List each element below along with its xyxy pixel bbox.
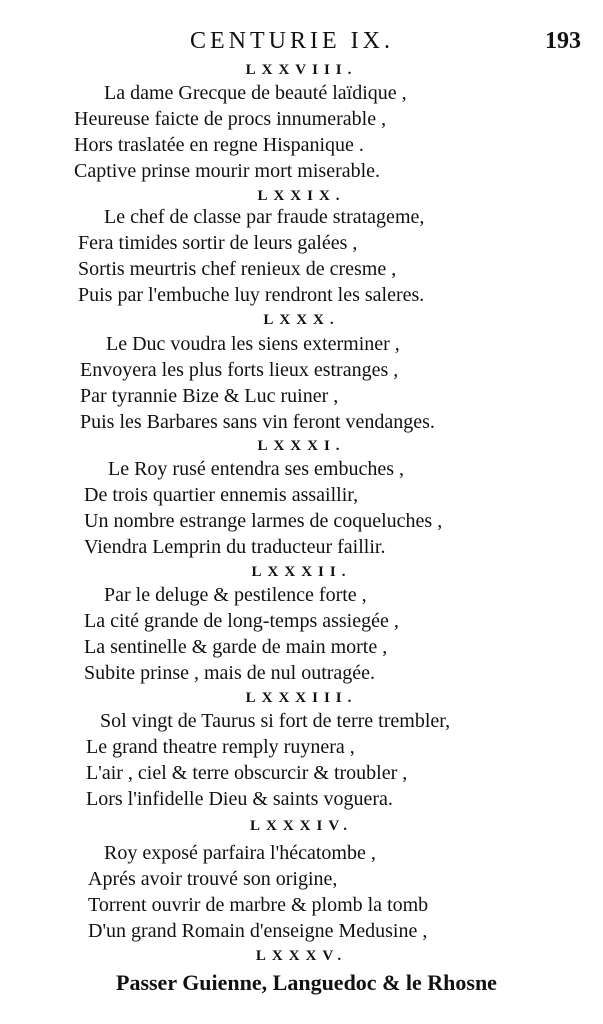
quatrain-numeral: LXXXIV.	[250, 818, 353, 834]
running-head: CENTURIE IX.	[190, 28, 394, 54]
verse-line: De trois quartier ennemis assaillir,	[84, 484, 359, 506]
verse-line: La sentinelle & garde de main morte ,	[84, 636, 388, 658]
verse-line: Heureuse faicte de procs innumerable ,	[74, 108, 387, 130]
quatrain-numeral: LXXX.	[263, 312, 340, 328]
verse-line: Par le deluge & pestilence forte ,	[104, 584, 367, 606]
verse-line: Subite prinse , mais de nul outragée.	[84, 662, 376, 684]
quatrain-numeral: LXXXII.	[251, 564, 352, 580]
quatrain-numeral: LXXXIII.	[245, 690, 358, 706]
verse-line: Viendra Lemprin du traducteur faillir.	[84, 536, 386, 558]
verse-line: Hors traslatée en regne Hispanique .	[74, 134, 364, 156]
verse-line: D'un grand Romain d'enseigne Medusine ,	[88, 920, 428, 942]
verse-line: Un nombre estrange larmes de coqueluches ,	[84, 510, 443, 532]
verse-line: Puis les Barbares sans vin feront vendanges.	[80, 411, 435, 433]
verse-line: Le Roy rusé entendra ses embuches ,	[108, 458, 405, 480]
quatrain-numeral: LXXXI.	[257, 438, 346, 454]
verse-line: L'air , ciel & terre obscurcir & troubler ,	[86, 762, 408, 784]
verse-line: Roy exposé parfaira l'hécatombe ,	[104, 842, 376, 864]
verse-line: Aprés avoir trouvé son origine,	[88, 868, 338, 890]
verse-line: Envoyera les plus forts lieux estranges ,	[80, 359, 399, 381]
verse-line: Par tyrannie Bize & Luc ruiner ,	[80, 385, 339, 407]
quatrain-numeral: LXXVIII.	[245, 62, 358, 78]
verse-line: Torrent ouvrir de marbre & plomb la tomb	[88, 894, 429, 916]
verse-line: Passer Guienne, Languedoc & le Rhosne	[116, 970, 497, 995]
quatrain-numeral: LXXIX.	[257, 188, 346, 204]
page-number: 193	[545, 28, 581, 54]
verse-line: Le Duc voudra les siens exterminer ,	[106, 333, 400, 355]
verse-line: La dame Grecque de beauté laïdique ,	[104, 82, 407, 104]
verse-line: La cité grande de long-temps assiegée ,	[84, 610, 399, 632]
verse-line: Le grand theatre remply ruynera ,	[86, 736, 355, 758]
verse-line: Sortis meurtris chef renieux de cresme ,	[78, 258, 397, 280]
verse-line: Lors l'infidelle Dieu & saints voguera.	[86, 788, 393, 810]
verse-line: Puis par l'embuche luy rendront les saleres.	[78, 284, 425, 306]
verse-line: Fera timides sortir de leurs galées ,	[78, 232, 358, 254]
verse-line: Captive prinse mourir mort miserable.	[74, 160, 381, 182]
verse-line: Sol vingt de Taurus si fort de terre trembler,	[100, 710, 451, 732]
page-header	[0, 28, 603, 62]
quatrain-numeral: LXXXV.	[255, 948, 348, 964]
verse-line: Le chef de classe par fraude stratageme,	[104, 206, 425, 228]
